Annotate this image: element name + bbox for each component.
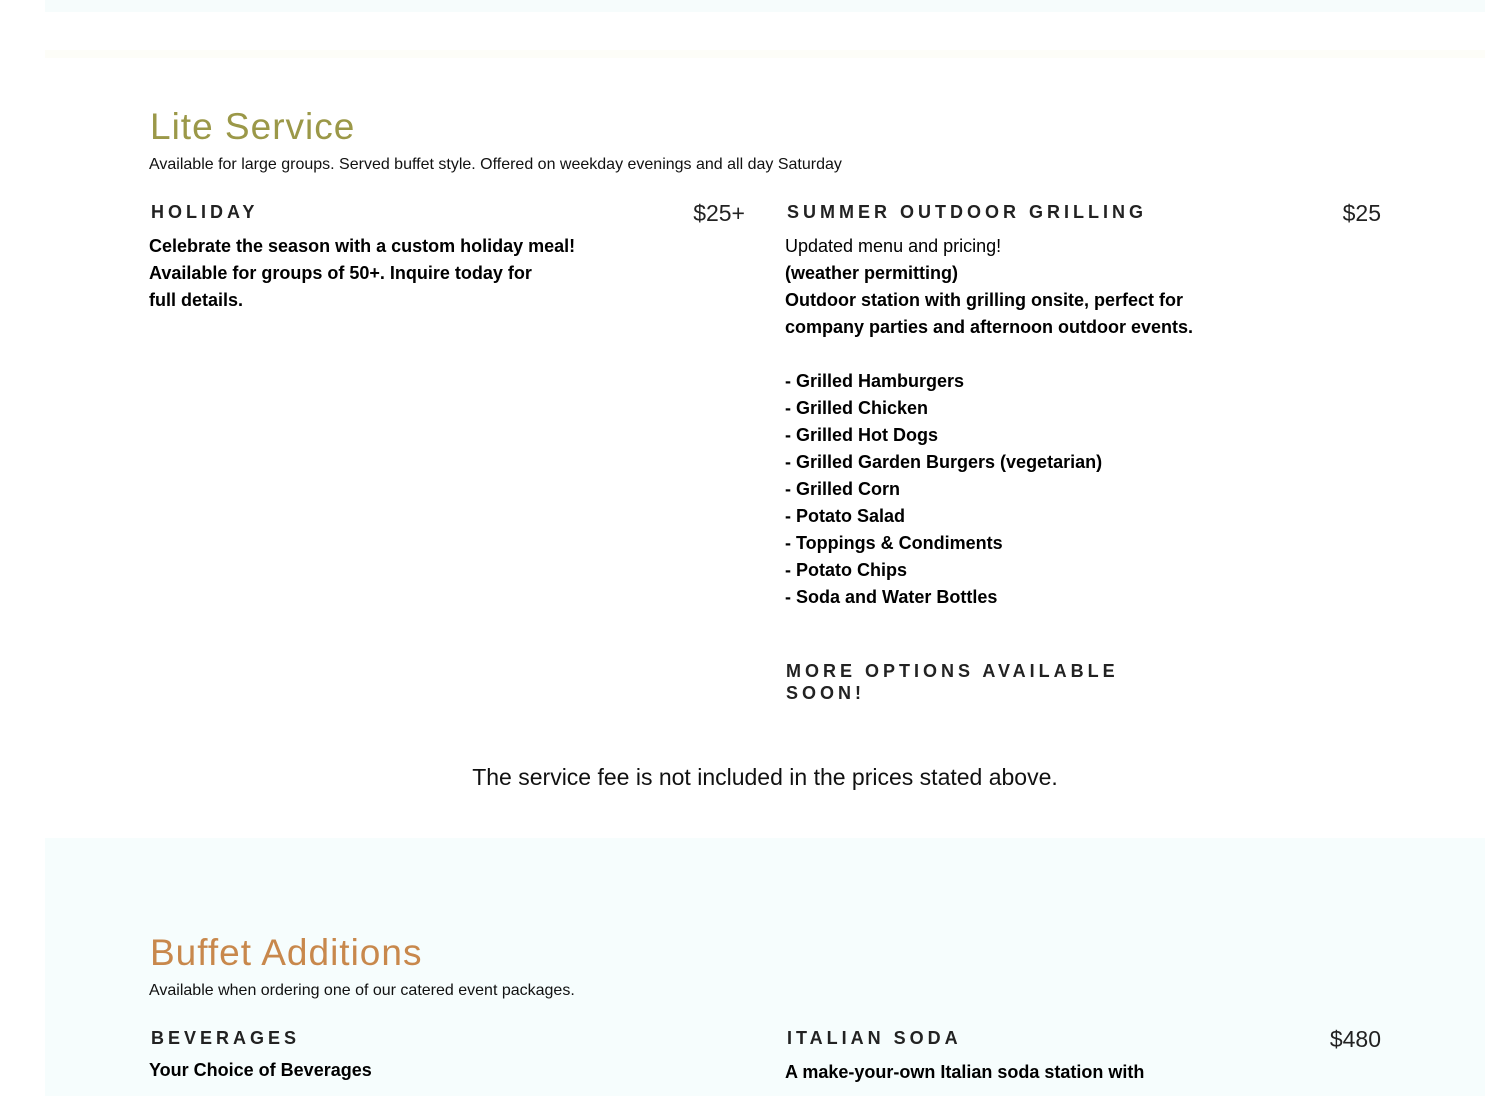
summer-grilling-item-name: SUMMER OUTDOOR GRILLING [787,202,1147,222]
summer-grilling-item-price: $25 [1342,200,1381,226]
list-item: - Grilled Garden Burgers (vegetarian) [785,452,1103,472]
more-options-heading: MORE OPTIONS AVAILABLE SOON! [786,661,1119,703]
summer-line: company parties and afternoon outdoor events. [785,317,1194,337]
beverages-item-name: BEVERAGES [151,1028,301,1048]
list-item: - Grilled Corn [785,479,901,499]
list-item: - Toppings & Condiments [785,533,1003,553]
lite-service-title: Lite Service [150,106,356,147]
list-item: - Potato Chips [785,560,907,580]
holiday-item-name: HOLIDAY [151,202,259,222]
holiday-line: full details. [149,290,244,310]
beverages-item-description: Your Choice of Beverages [149,1060,372,1080]
summer-grilling-item-description [785,233,1265,611]
section-divider [45,50,1485,58]
italian-soda-item-name: ITALIAN SODA [787,1028,962,1048]
italian-soda-item-description: A make-your-own Italian soda station with [785,1062,1145,1082]
list-item: - Soda and Water Bottles [785,587,998,607]
service-fee-note: The service fee is not included in the prices stated above. [472,764,1058,790]
list-item: - Grilled Chicken [785,398,929,418]
summer-menu-list [785,368,1265,611]
summer-line: (weather permitting) [785,263,959,283]
italian-soda-item-price: $480 [1329,1026,1381,1052]
list-item: - Grilled Hamburgers [785,371,965,391]
holiday-item-description [149,233,629,314]
holiday-line: Celebrate the season with a custom holiday meal! [149,236,576,256]
list-item: - Potato Salad [785,506,906,526]
list-item: - Grilled Hot Dogs [785,425,938,445]
holiday-line: Available for groups of 50+. Inquire today for [149,263,532,283]
summer-line: Outdoor station with grilling onsite, perfect for [785,290,1183,310]
top-band [45,0,1485,12]
buffet-additions-description: Available when ordering one of our catered event packages. [149,982,575,999]
holiday-item-price: $25+ [693,200,745,226]
buffet-additions-title: Buffet Additions [150,932,423,973]
lite-service-description: Available for large groups. Served buffet style. Offered on weekday evenings and all day Saturday [149,156,842,173]
summer-intro: Updated menu and pricing! [785,236,1002,256]
